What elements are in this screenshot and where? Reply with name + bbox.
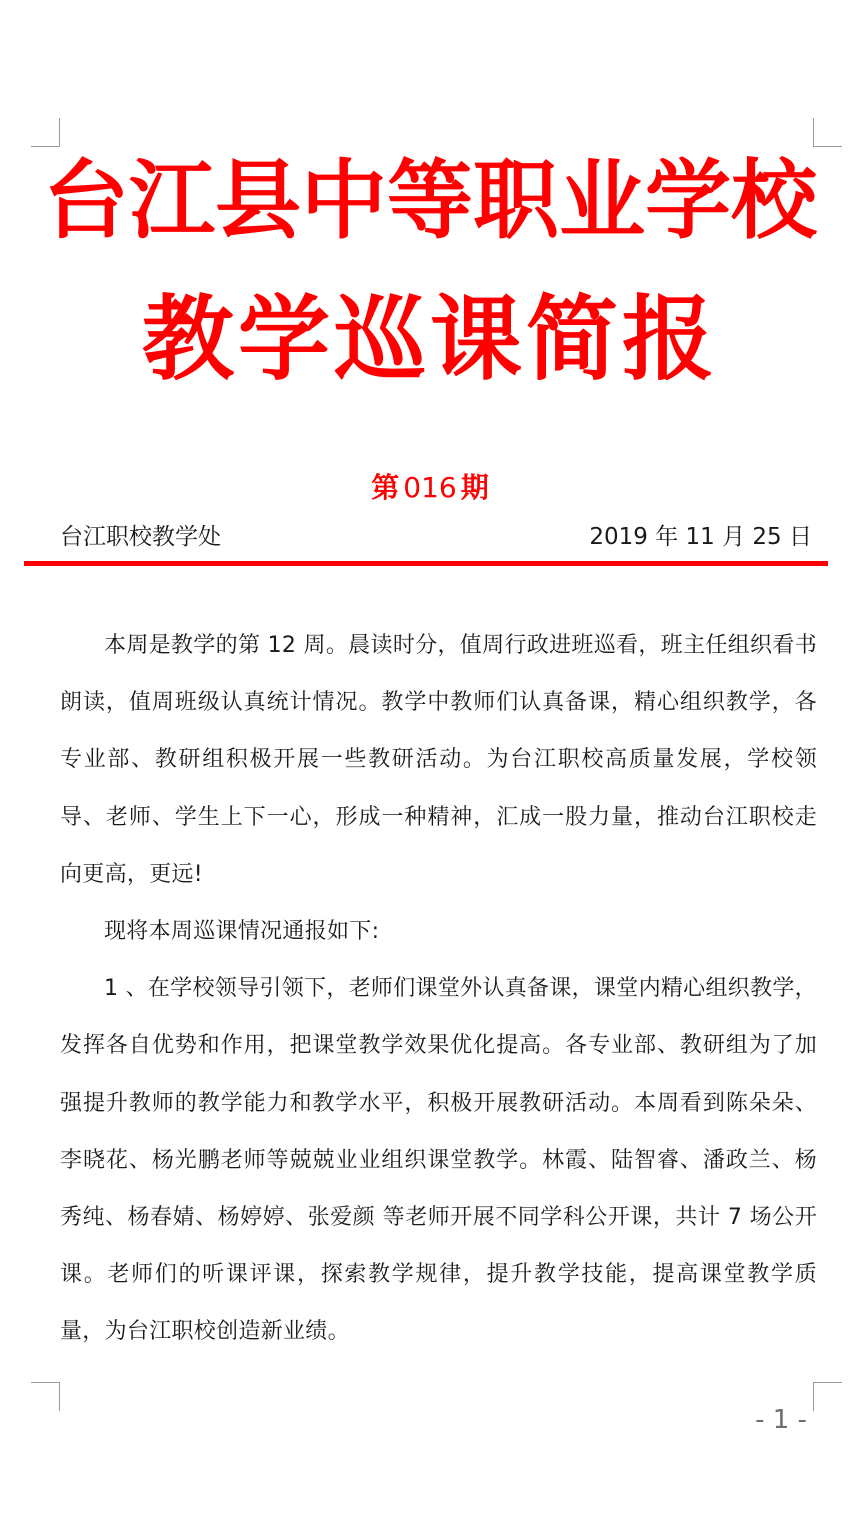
issue-prefix: 第 [371, 471, 400, 504]
issue-label [0, 468, 860, 508]
header-divider [24, 561, 828, 566]
body-paragraph-2: 现将本周巡课情况通报如下: [104, 919, 380, 945]
document-body [60, 617, 817, 1361]
issue-number: 016 [403, 471, 457, 504]
issue-date: 2019 年 11 月 25 日 [589, 524, 812, 550]
body-paragraph-1: 本周是教学的第 12 周。晨读时分，值周行政进班巡看，班主任组织看书朗读，值周班级认真统计情况。教学中教师们认真备课，精心组织教学，各专业部、教研组积极开展一些教研活动。为台江职校高质量发展，学校领导、老师、学生上下一心，形成一种精神，汇成一股力量，推动台江职校走向更高，更远! [60, 633, 817, 887]
crop-mark-bottom-right [813, 1382, 842, 1411]
crop-mark-top-left [31, 118, 60, 147]
issuing-organization: 台江职校教学处 [60, 524, 221, 550]
crop-mark-bottom-left [31, 1382, 60, 1411]
body-paragraph-3: 1 、在学校领导引领下，老师们课堂外认真备课，课堂内精心组织教学，发挥各自优势和作用，把课堂教学效果优化提高。各专业部、教研组为了加强提升教师的教学能力和教学水平，积极开展教研活动。本周看到陈朵朵、李晓花、杨光鹏老师等兢兢业业组织课堂教学。林霞、陆智睿、潘政兰、杨秀纯、杨春婧、杨婷婷、张爱颜 等老师开展不同学科公开课，共计 7 场公开课。老师们的听课评课，探索教学规律，提升教学技能，提高课堂教学质量，为台江职校创造新业绩。 [60, 976, 817, 1345]
issue-suffix: 期 [460, 471, 489, 504]
document-title-line-1: 台江县中等职业学校 [43, 151, 817, 251]
crop-mark-top-right [813, 118, 842, 147]
document-title-line-2: 教学巡课简报 [141, 286, 718, 393]
page-number: - 1 - [755, 1405, 807, 1435]
